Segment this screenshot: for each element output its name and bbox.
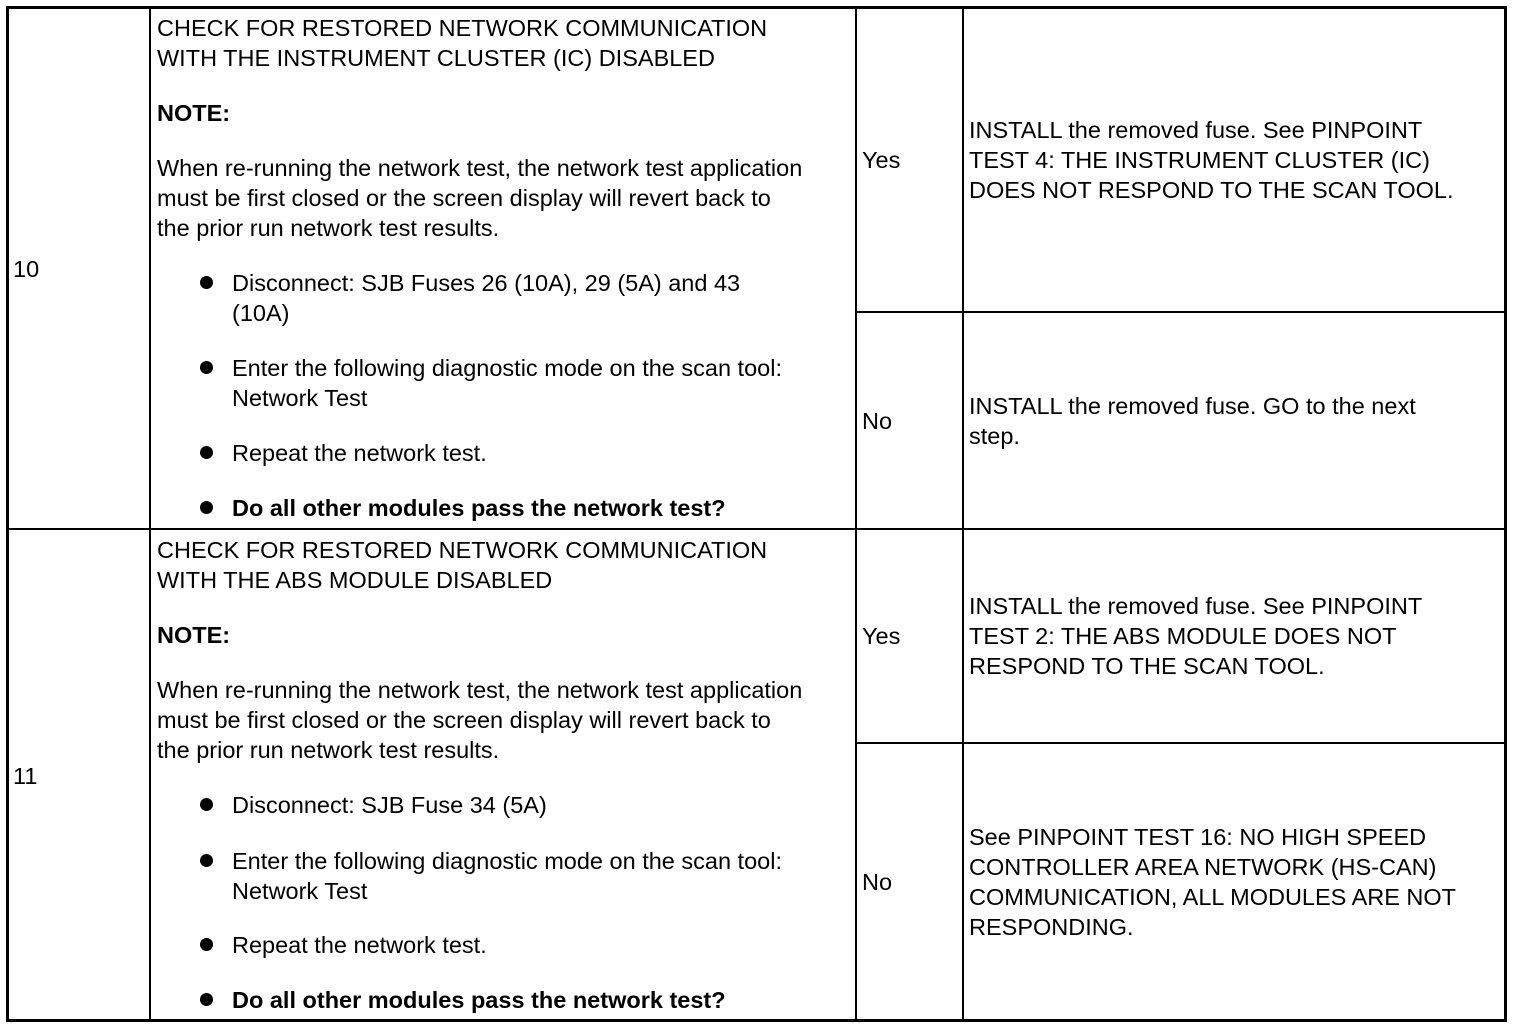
yes-action-line: INSTALL the removed fuse. See PINPOINT <box>969 593 1423 619</box>
yes-action-line: TEST 2: THE ABS MODULE DOES NOT <box>969 623 1397 649</box>
step-title-line: WITH THE ABS MODULE DISABLED <box>157 567 553 593</box>
bullet-question: Do all other modules pass the network test? <box>232 495 726 521</box>
bullet-icon <box>200 854 213 867</box>
column-divider-step <box>149 6 151 1022</box>
yes-action-line: INSTALL the removed fuse. See PINPOINT <box>969 117 1423 143</box>
bullet-icon <box>200 993 213 1006</box>
bullet-icon <box>200 361 213 374</box>
bullet-question: Do all other modules pass the network test? <box>232 987 726 1013</box>
note-text-line: When re-running the network test, the network test application <box>157 155 803 181</box>
no-label: No <box>862 408 893 434</box>
bullet-text-line: Repeat the network test. <box>232 932 487 958</box>
bullet-text-line: Disconnect: SJB Fuses 26 (10A), 29 (5A) and 43 <box>232 270 741 296</box>
row-11-yes-no-divider <box>855 742 1507 744</box>
column-divider-action <box>855 6 857 1022</box>
yes-label: Yes <box>862 147 901 173</box>
yes-action-line: DOES NOT RESPOND TO THE SCAN TOOL. <box>969 177 1454 203</box>
row-divider <box>6 528 1507 530</box>
no-action-line: step. <box>969 423 1020 449</box>
note-label: NOTE: <box>157 622 231 648</box>
no-action-line: RESPONDING. <box>969 914 1134 940</box>
bullet-text-line: Network Test <box>232 878 368 904</box>
bullet-icon <box>200 938 213 951</box>
bullet-text-line: Network Test <box>232 385 368 411</box>
bullet-icon <box>200 446 213 459</box>
step-number: 11 <box>13 763 38 789</box>
bullet-text-line: (10A) <box>232 300 290 326</box>
no-action-line: CONTROLLER AREA NETWORK (HS-CAN) <box>969 854 1437 880</box>
note-text-line: When re-running the network test, the network test application <box>157 677 803 703</box>
bullet-icon <box>200 276 213 289</box>
yes-label: Yes <box>862 623 901 649</box>
yes-action-line: TEST 4: THE INSTRUMENT CLUSTER (IC) <box>969 147 1430 173</box>
no-label: No <box>862 869 893 895</box>
step-number: 10 <box>13 256 40 282</box>
note-text-line: the prior run network test results. <box>157 215 500 241</box>
bullet-text-line: Repeat the network test. <box>232 440 487 466</box>
bullet-text-line: Enter the following diagnostic mode on the scan tool: <box>232 355 782 381</box>
note-text-line: the prior run network test results. <box>157 737 500 763</box>
no-action-line: See PINPOINT TEST 16: NO HIGH SPEED <box>969 824 1427 850</box>
note-text-line: must be first closed or the screen display will revert back to <box>157 185 771 211</box>
bullet-text-line: Enter the following diagnostic mode on the scan tool: <box>232 848 782 874</box>
bullet-icon <box>200 798 213 811</box>
step-title-line: CHECK FOR RESTORED NETWORK COMMUNICATION <box>157 15 768 41</box>
step-title-line: WITH THE INSTRUMENT CLUSTER (IC) DISABLED <box>157 45 715 71</box>
column-divider-result <box>962 6 964 1022</box>
bullet-icon <box>200 501 213 514</box>
yes-action-line: RESPOND TO THE SCAN TOOL. <box>969 653 1325 679</box>
row-10-yes-no-divider <box>855 311 1507 313</box>
note-label: NOTE: <box>157 100 231 126</box>
note-text-line: must be first closed or the screen display will revert back to <box>157 707 771 733</box>
no-action-line: COMMUNICATION, ALL MODULES ARE NOT <box>969 884 1457 910</box>
bullet-text-line: Disconnect: SJB Fuse 34 (5A) <box>232 792 547 818</box>
step-title-line: CHECK FOR RESTORED NETWORK COMMUNICATION <box>157 537 768 563</box>
no-action-line: INSTALL the removed fuse. GO to the next <box>969 393 1416 419</box>
